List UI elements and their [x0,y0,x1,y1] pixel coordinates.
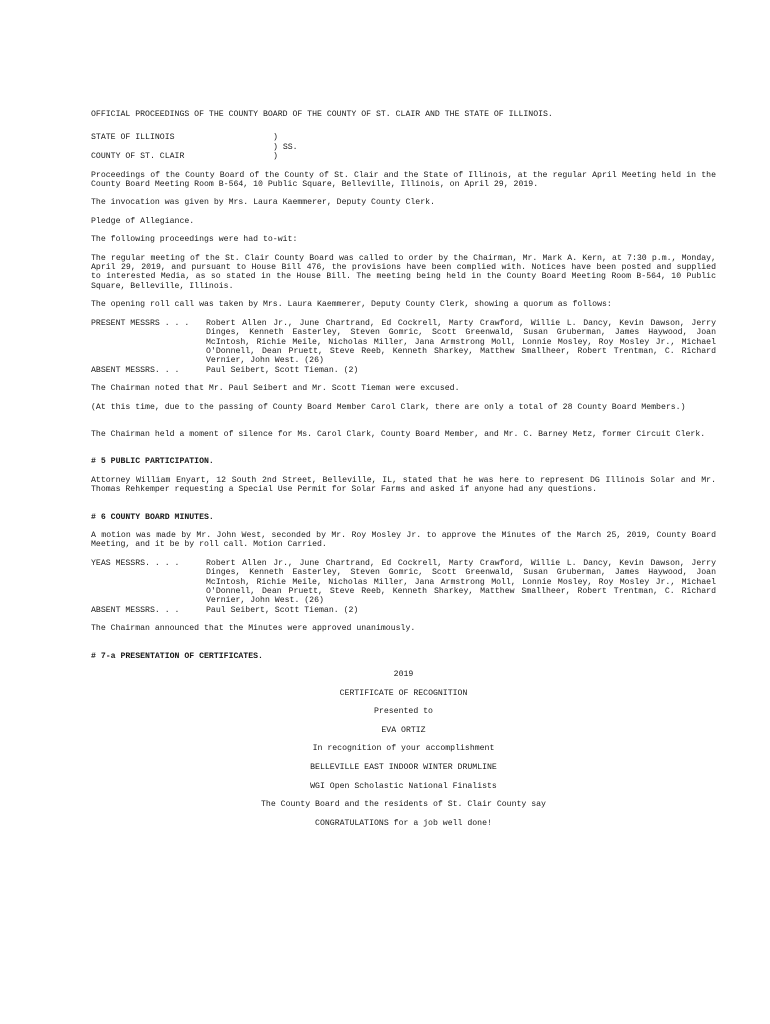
call-to-order-paragraph: The regular meeting of the St. Clair County Board was called to order by the Chairman, Mr. Mark A. Kern, at 7:30 p.m., Monday, April 29, 2019, and pursuant to House Bill 476, the provisions have been complied with. Notices have been posted and supplied to interested Media, as so stated in the House Bill. The meeting being held in the County Board Meeting Room B-564, 10 Public Square, Belleville, Illinois. [91,253,716,291]
certificate-presented: Presented to [374,707,433,717]
intro-paragraph: Proceedings of the County Board of the County of St. Clair and the State of Illinois, at the regular April Meeting held in the County Board Meeting Room B-564, 10 Public Square, Belleville, Illinois, on April 29, 2019. [91,170,716,190]
certificate-block [91,670,716,828]
silence-paragraph: The Chairman held a moment of silence for Ms. Carol Clark, County Board Member, and Mr. C. Barney Metz, former Circuit Clerk. [91,429,706,439]
section-5-text: Attorney William Enyart, 12 South 2nd Street, Belleville, IL, stated that he was here to represent DG Illinois Solar and Mr. Thomas Rehkemper requesting a Special Use Permit for Solar Farms and asked if anyone had any questions. [91,475,716,495]
passing-paragraph: (At this time, due to the passing of County Board Member Carol Clark, there are only a total of 28 County Board Members.) [91,402,686,412]
pledge-paragraph: Pledge of Allegiance. [91,216,195,226]
opening-roll-call [91,319,716,375]
absent-label: ABSENT MESSRS. . . [91,365,180,375]
following-paragraph: The following proceedings were had to-wit: [91,235,298,245]
absent-label: ABSENT MESSRS. . . [91,605,180,615]
yeas-label: YEAS MESSRS. . . . [91,558,180,568]
present-names: Robert Allen Jr., June Chartrand, Ed Cockrell, Marty Crawford, Willie L. Dancy, Kevin Dawson, Jerry Dinges, Kenneth Easterley, Steven Gomric, Scott Greenwald, Susan Gruberman, James Haywood, Joan McIntosh, Richie Meile, Nicholas Miller, Jana Armstrong Moll, Lonnie Mosley, Roy Mosley Jr., Michael O'Donnell, Dean Pruett, Steve Reeb, Kenneth Sharkey, Matthew Smallheer, Robert Trentman, C. Richard Vernier, John West. (26) [206,318,716,366]
proceedings-document [91,110,716,828]
section-7a-heading: # 7-a PRESENTATION OF CERTIFICATES. [91,651,263,661]
certificate-group: BELLEVILLE EAST INDOOR WINTER DRUMLINE [310,763,497,772]
certificate-congrats: CONGRATULATIONS for a job well done! [315,818,492,828]
minutes-approved-paragraph: The Chairman announced that the Minutes were approved unanimously. [91,624,416,634]
absent-names: Paul Seibert, Scott Tieman. (2) [206,605,359,615]
section-5-heading: # 5 PUBLIC PARTICIPATION. [91,457,214,467]
section-6-heading: # 6 COUNTY BOARD MINUTES. [91,512,214,522]
certificate-residents: The County Board and the residents of St. Clair County say [261,800,546,810]
certificate-year: 2019 [393,670,414,680]
yeas-names: Robert Allen Jr., June Chartrand, Ed Cockrell, Marty Crawford, Willie L. Dancy, Kevin Dawson, Jerry Dinges, Kenneth Easterley, Steven Gomric, Scott Greenwald, Susan Gruberman, James Haywood, Joan McIntosh, Richie Meile, Nicholas Miller, Jana Armstrong Moll, Lonnie Mosley, Roy Mosley Jr., Michael O'Donnell, Dean Pruett, Steve Reeb, Kenneth Sharkey, Matthew Smallheer, Robert Trentman, C. Richard Vernier, John West. (26) [206,558,716,606]
certificate-recognition: In recognition of your accomplishment [312,744,495,754]
venue-ss: ) SS. [273,142,298,152]
roll-call-intro-paragraph: The opening roll call was taken by Mrs. Laura Kaemmerer, Deputy County Clerk, showing a quorum as follows: [91,300,612,310]
invocation-paragraph: The invocation was given by Mrs. Laura Kaemmerer, Deputy County Clerk. [91,198,435,208]
venue-block [91,133,716,161]
certificate-achievement: WGI Open Scholastic National Finalists [310,781,497,791]
minutes-roll-call [91,559,716,615]
venue-paren-top: ) [273,133,278,143]
document-title: OFFICIAL PROCEEDINGS OF THE COUNTY BOARD OF THE COUNTY OF ST. CLAIR AND THE STATE OF ILLINOIS. [91,110,553,119]
county-line: COUNTY OF ST. CLAIR [91,152,185,162]
venue-paren-bottom: ) [273,152,278,162]
present-label: PRESENT MESSRS . . . [91,318,190,328]
absent-names: Paul Seibert, Scott Tieman. (2) [206,365,359,375]
certificate-title: CERTIFICATE OF RECOGNITION [339,688,468,698]
section-6-motion: A motion was made by Mr. John West, seconded by Mr. Roy Mosley Jr. to approve the Minutes of the March 25, 2019, County Board Meeting, and it be by roll call. Motion Carried. [91,530,716,550]
certificate-recipient: EVA ORTIZ [381,725,426,735]
excused-paragraph: The Chairman noted that Mr. Paul Seibert and Mr. Scott Tieman were excused. [91,384,460,394]
state-line: STATE OF ILLINOIS [91,133,175,143]
